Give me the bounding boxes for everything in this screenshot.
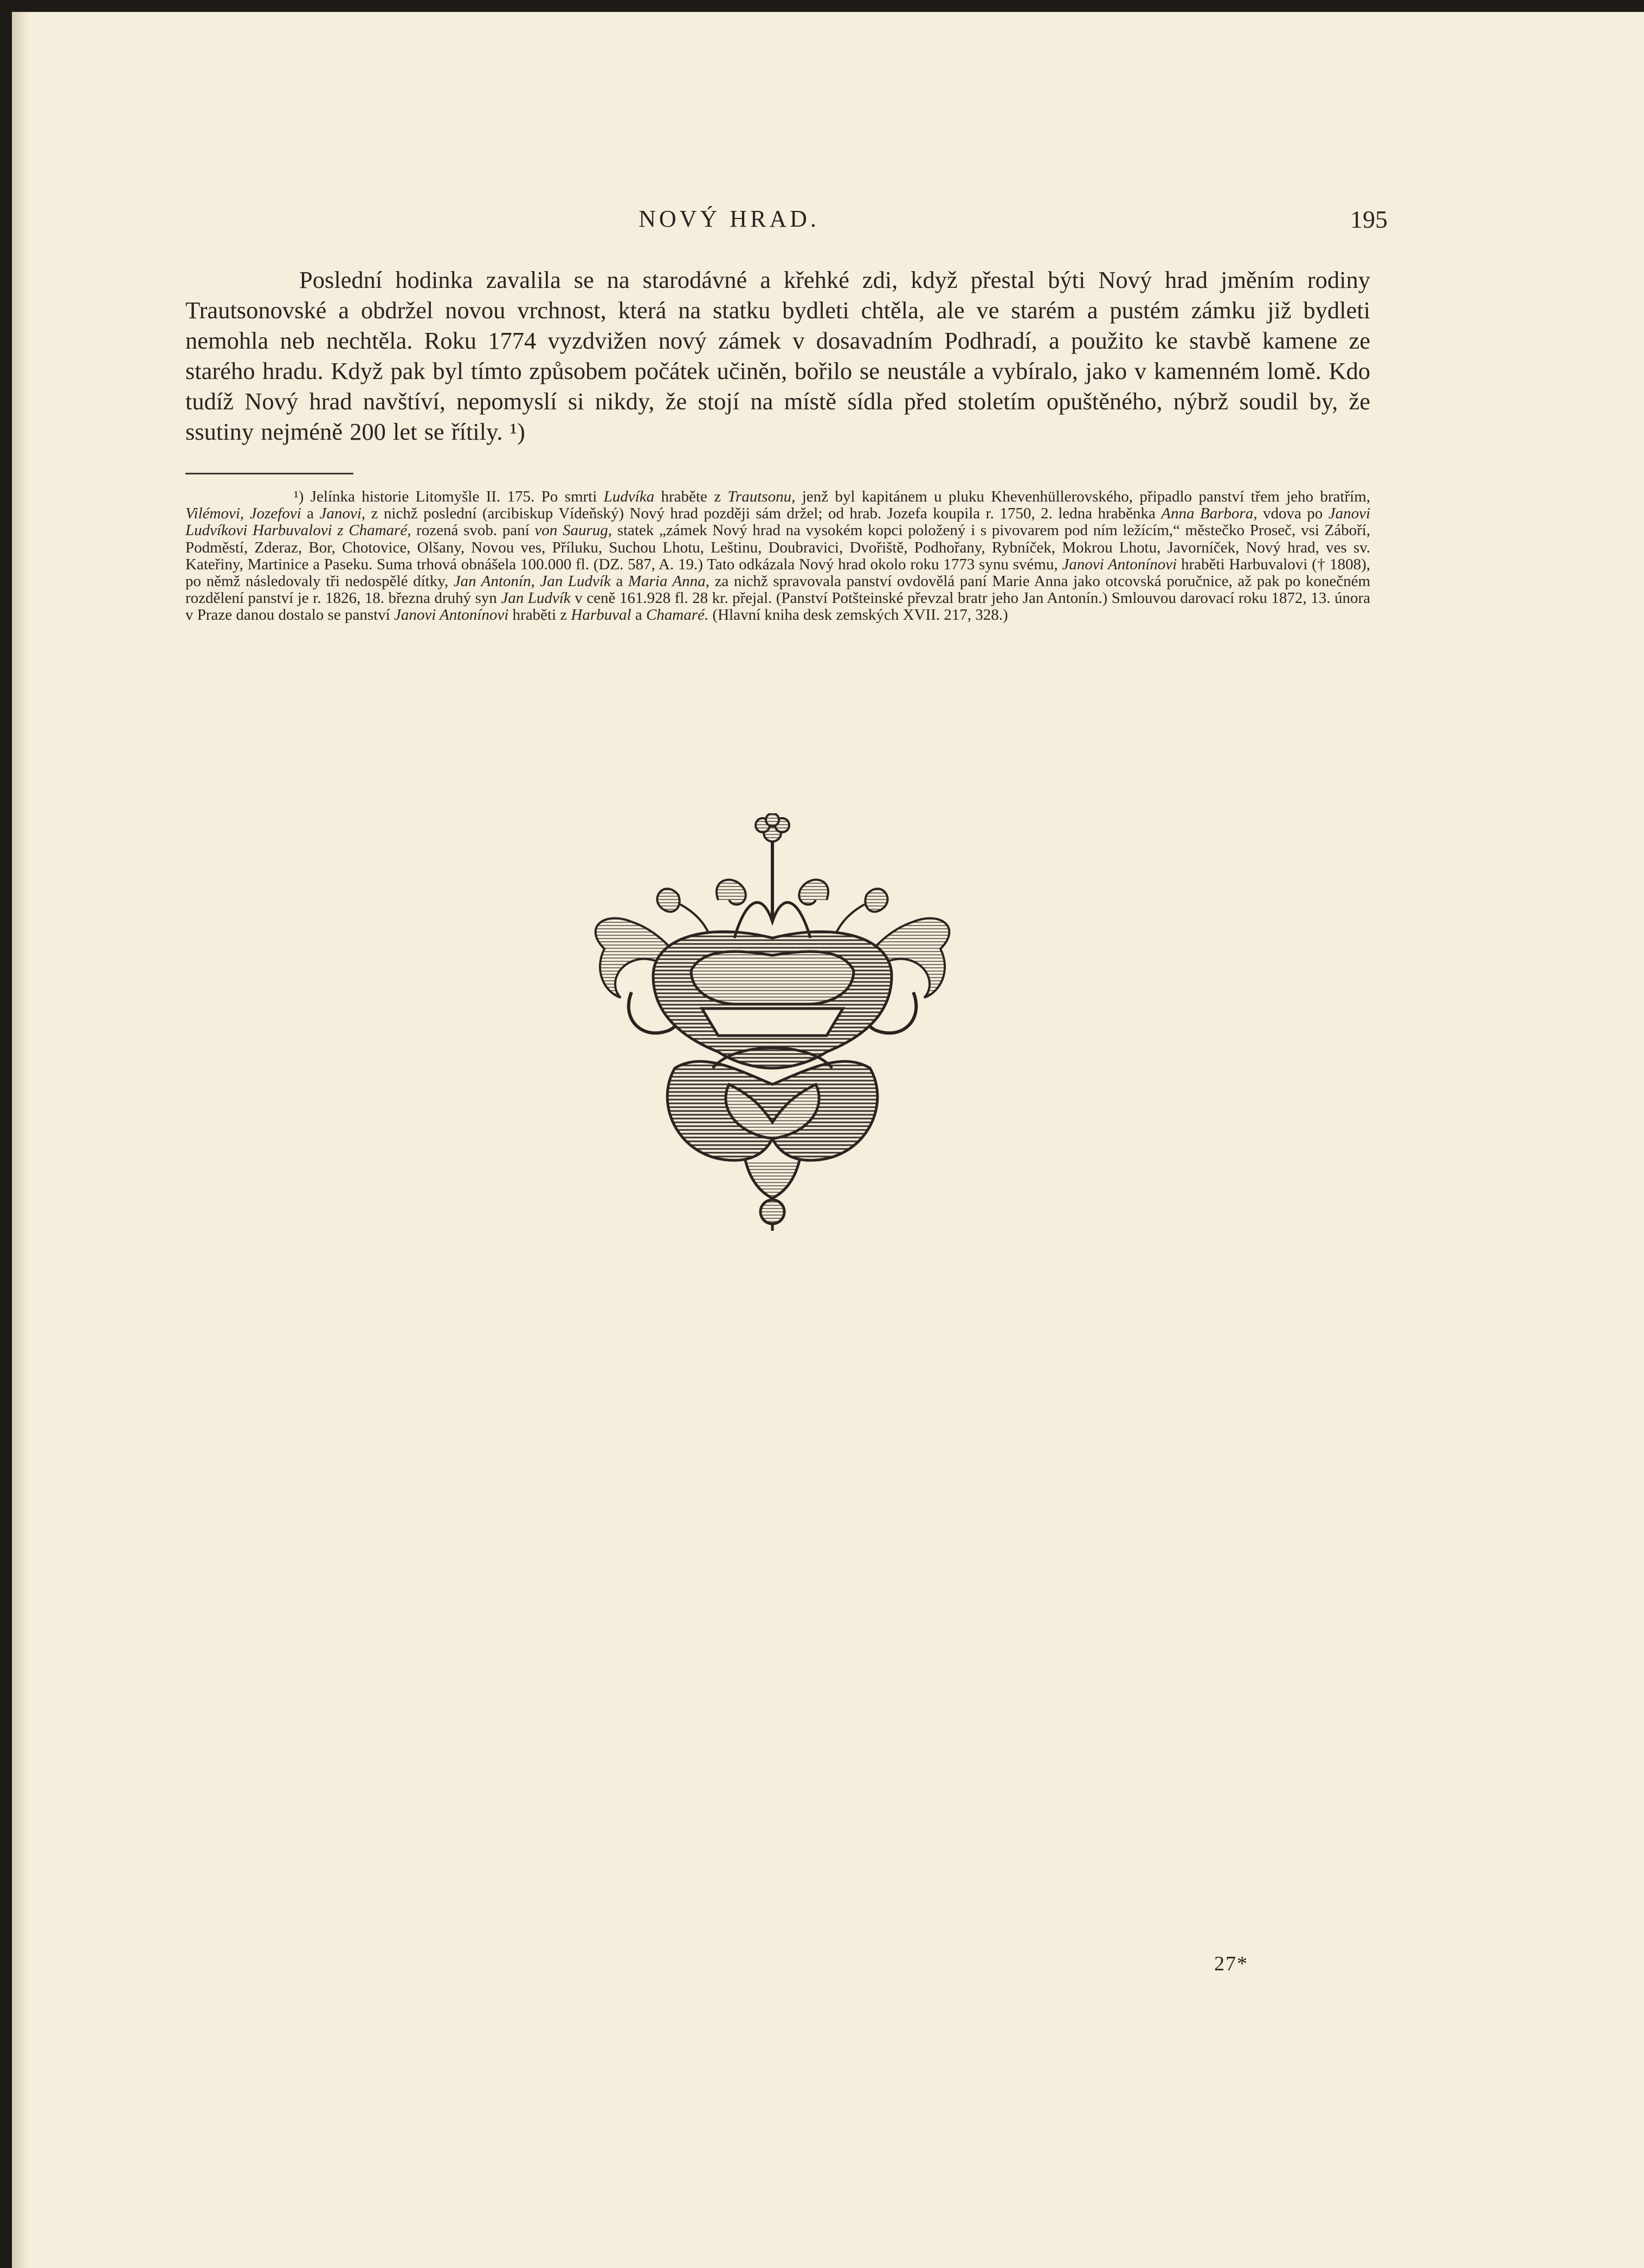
footnote-text: (Hlavní kniha desk zemských XVII. 217, 328.) xyxy=(712,606,1008,624)
footnote-text: hraběti Harbuvalovi († 1808), po němž následovaly tři nedospělé dítky, xyxy=(185,555,1370,590)
footnote-reference: ¹) xyxy=(510,418,525,445)
footnote-rule xyxy=(185,473,353,474)
footnote-text: v ceně 161.928 fl. 28 kr. přejal. (Panství Potšteinské převzal bratr jeho Jan Antonín.) Smlouvou darovací roku 1872, 13. února v Praze danou dostalo se panství xyxy=(185,589,1371,624)
footnote-italic: Trautsonu, xyxy=(727,488,796,505)
footnote-italic: Maria Anna, xyxy=(628,573,710,590)
paragraph-text: Poslední hodinka zavalila se na starodávné a křehké zdi, když přestal býti Nový hrad jměním rodiny Trautsonovské a obdržel novou vrchnost, která na statku bydleti chtěla, ale ve starém a pustém zámku již bydleti nemohla neb nechtěla. Roku 1774 vyzdvižen nový zámek v dosavadním Podhradí, a použito ke stavbě kamene ze starého hradu. Když pak byl tímto způsobem počátek učiněn, bořilo se neustále a vybíralo, jako v kamenném lomě. Kdo tudíž Nový hrad navštíví, nepomyslí si nikdy, že stojí na místě sídla před stoletím opuštěného, nýbrž soudil by, že ssutiny nejméně 200 let se řítily. xyxy=(185,266,1370,445)
body-paragraph xyxy=(185,265,1370,447)
footnote-text: z nichž poslední (arcibiskup Vídeňský) Nový hrad později sám držel; od hrab. Jozefa koupila r. 1750, 2. ledna hraběnka xyxy=(371,505,1156,523)
footnote-italic: Janovi, xyxy=(319,505,366,523)
footnote-italic: Ludvíka xyxy=(603,488,655,505)
footnote-italic: Janovi Antonínovi xyxy=(394,606,509,624)
decorative-vignette-ornament xyxy=(572,813,973,1231)
footnote-text: statek „zámek Nový hrad na vysokém kopci položený i s pivovarem pod ním ležícím,“ městečko Proseč, vsi Záboří, Podměstí, Zderaz, Bor, Chotovice, Olšany, Novou ves, Příluku, Suchou Lhotu, Leštinu, Doubravici, Dvořiště, Podhořany, Rybníček, Mokrou Lhotu, Javorníček, Nový hrad, ves sv. Kateřiny, Martinice a Paseku. Suma trhová obnášela 100.000 fl. (DZ. 587, A. 19.) Tato odkázala Nový hrad okolo roku 1773 synu svému, xyxy=(185,522,1371,573)
footnote-text: za nichž spravovala panství ovdovělá paní Marie Anna jako otcovská poručnice, až pak po konečném rozdělení panství je r. 1826, 18. března druhý syn xyxy=(185,573,1371,607)
footnote-italic: Jan Ludvík xyxy=(501,589,571,607)
page-gutter-shadow xyxy=(12,12,30,2268)
footnote-italic: Chamaré. xyxy=(646,606,709,624)
footnote-italic: Vilémovi, Jozefovi xyxy=(185,505,301,523)
footnote-text: rozená svob. paní xyxy=(416,522,530,539)
printer-signature-mark: 27* xyxy=(1214,1952,1248,1975)
footnote-text: hraběti z xyxy=(512,606,568,624)
footnote-italic: von Saurug, xyxy=(534,522,613,539)
footnote-marker: ¹) xyxy=(294,488,304,505)
footnote-text: jenž byl kapitánem u pluku Khevenhüllerovského, připadlo panství třem jeho bratřím, xyxy=(802,488,1370,505)
footnote-italic: Janovi Antonínovi xyxy=(1062,555,1177,573)
footnote xyxy=(185,489,1370,624)
footnote-text: Jelínka historie Litomyšle II. 175. Po smrti xyxy=(310,488,597,505)
footnote-text: hraběte z xyxy=(661,488,721,505)
footnote-italic: Harbuval xyxy=(571,606,631,624)
footnote-text: a xyxy=(635,606,642,624)
footnote-text: vdova po xyxy=(1262,505,1323,523)
footnote-italic: Janovi Ludvíkovi Harbuvalovi z Chamaré, xyxy=(185,505,1371,539)
running-head-title: NOVÝ HRAD. xyxy=(639,205,820,232)
footnote-text: a xyxy=(616,573,623,590)
footnote-italic: Jan Antonín, Jan Ludvík xyxy=(453,573,611,590)
footnote-italic: Anna Barbora, xyxy=(1161,505,1258,523)
footnote-text: a xyxy=(307,505,314,523)
page-number: 195 xyxy=(1350,205,1388,233)
